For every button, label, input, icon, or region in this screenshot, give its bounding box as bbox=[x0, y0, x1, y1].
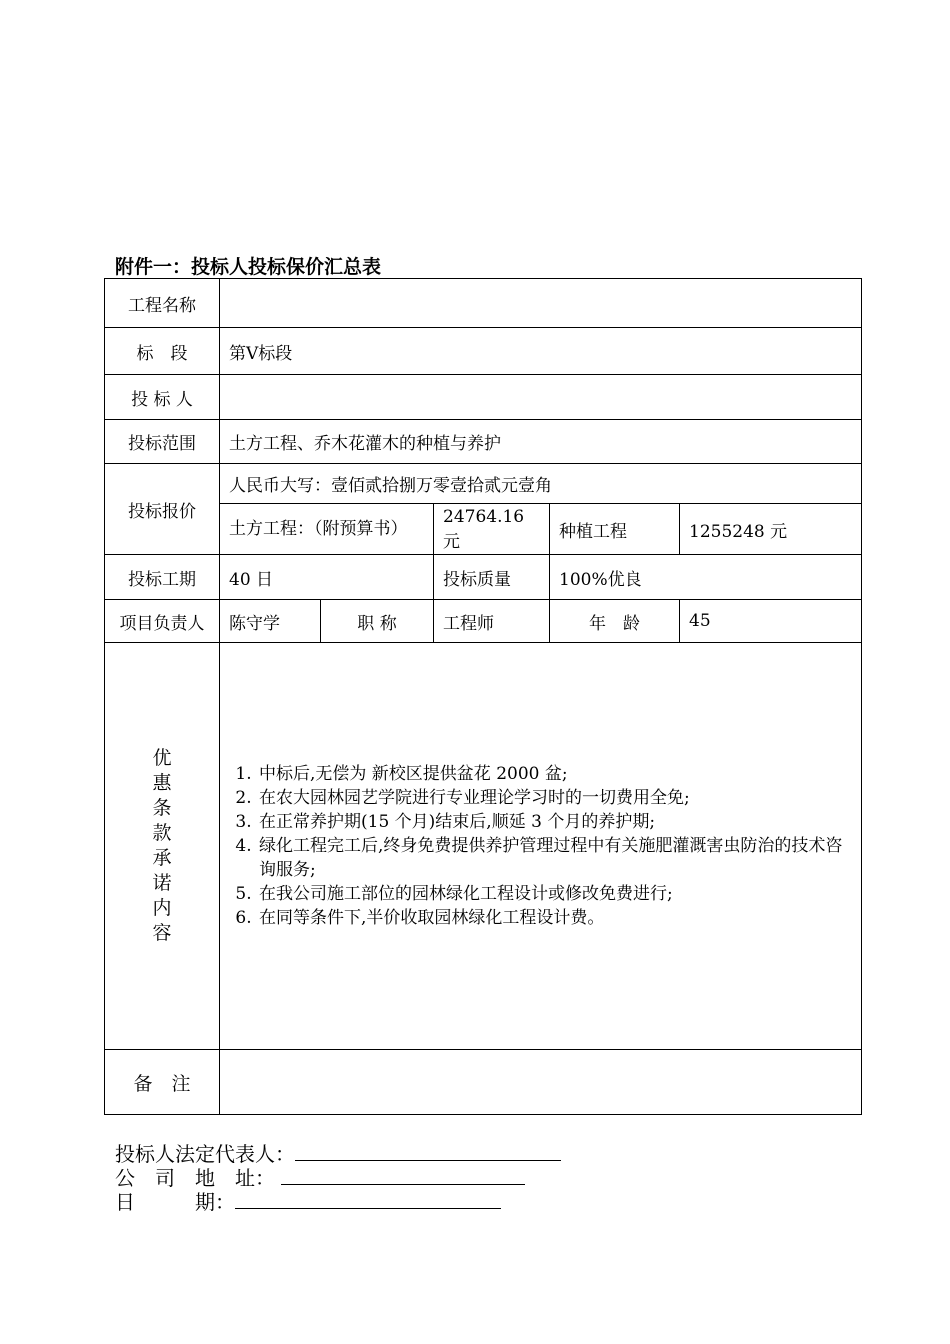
bid-summary-table bbox=[104, 278, 862, 1115]
date-line bbox=[115, 1190, 561, 1214]
terms-list-item: 3. 在正常养护期(15 个月)结束后,顺延 3 个月的养护期; bbox=[257, 810, 852, 834]
legal-rep-blank[interactable] bbox=[295, 1142, 561, 1161]
remarks-value bbox=[220, 1050, 862, 1115]
row-bidder bbox=[105, 375, 862, 420]
project-name-label: 工程名称 bbox=[105, 279, 220, 328]
price-label: 投标报价 bbox=[105, 464, 220, 555]
row-manager bbox=[105, 600, 862, 643]
bidder-label: 投 标 人 bbox=[105, 375, 220, 420]
duration-value: 40 日 bbox=[220, 555, 434, 600]
project-name-value bbox=[220, 279, 862, 328]
earthwork-label: 土方工程：（附预算书） bbox=[220, 504, 434, 555]
address-line bbox=[115, 1166, 561, 1190]
legal-rep-label: 投标人法定代表人： bbox=[115, 1142, 295, 1166]
signature-block bbox=[115, 1142, 561, 1214]
terms-label-char: 承 bbox=[152, 847, 172, 869]
row-scope bbox=[105, 420, 862, 464]
row-project-name bbox=[105, 279, 862, 328]
row-price-rmb bbox=[105, 464, 862, 504]
planting-label: 种植工程 bbox=[550, 504, 680, 555]
terms-label-char: 款 bbox=[152, 822, 172, 844]
legal-rep-line bbox=[115, 1142, 561, 1166]
row-terms bbox=[105, 643, 862, 1050]
scope-value: 土方工程、乔木花灌木的种植与养护 bbox=[220, 420, 862, 464]
row-section bbox=[105, 328, 862, 375]
row-remarks bbox=[105, 1050, 862, 1115]
age-value: 45 bbox=[680, 600, 862, 643]
section-label: 标 段 bbox=[105, 328, 220, 375]
address-label: 公 司 地 址： bbox=[115, 1166, 275, 1190]
terms-list-item: 2. 在农大园林园艺学院进行专业理论学习时的一切费用全免; bbox=[257, 786, 852, 810]
page-title: 附件一：投标人投标保价汇总表 bbox=[115, 256, 382, 278]
date-label: 日 期： bbox=[115, 1190, 235, 1214]
terms-list-item: 6. 在同等条件下,半价收取园林绿化工程设计费。 bbox=[257, 906, 852, 930]
terms-label-char: 优 bbox=[152, 747, 172, 769]
bidder-value bbox=[220, 375, 862, 420]
earthwork-value: 24764.16 元 bbox=[434, 504, 550, 555]
planting-value: 1255248 元 bbox=[680, 504, 862, 555]
price-rmb-text: 人民币大写：壹佰贰拾捌万零壹拾贰元壹角 bbox=[220, 464, 862, 504]
quality-value: 100%优良 bbox=[550, 555, 862, 600]
section-value: 第Ⅴ标段 bbox=[220, 328, 862, 375]
terms-content bbox=[220, 643, 862, 1050]
terms-list-item: 4. 绿化工程完工后,终身免费提供养护管理过程中有关施肥灌溉害虫防治的技术咨询服务; bbox=[257, 834, 852, 882]
terms-label-char: 诺 bbox=[152, 872, 172, 894]
job-title-label: 职 称 bbox=[321, 600, 434, 643]
terms-label bbox=[105, 643, 220, 1050]
terms-label-char: 容 bbox=[152, 922, 172, 944]
scope-label: 投标范围 bbox=[105, 420, 220, 464]
terms-label-char: 惠 bbox=[152, 772, 172, 794]
job-title-value: 工程师 bbox=[434, 600, 550, 643]
duration-label: 投标工期 bbox=[105, 555, 220, 600]
date-blank[interactable] bbox=[235, 1190, 501, 1209]
age-label: 年 龄 bbox=[550, 600, 680, 643]
address-blank[interactable] bbox=[281, 1166, 525, 1185]
remarks-label: 备 注 bbox=[105, 1050, 220, 1115]
terms-list-item: 1. 中标后,无偿为 新校区提供盆花 2000 盆; bbox=[257, 762, 852, 786]
terms-label-char: 条 bbox=[152, 797, 172, 819]
manager-label: 项目负责人 bbox=[105, 600, 220, 643]
row-duration bbox=[105, 555, 862, 600]
quality-label: 投标质量 bbox=[434, 555, 550, 600]
manager-value: 陈守学 bbox=[220, 600, 321, 643]
terms-list-item: 5. 在我公司施工部位的园林绿化工程设计或修改免费进行; bbox=[257, 882, 852, 906]
terms-list bbox=[229, 762, 852, 930]
terms-label-char: 内 bbox=[152, 897, 172, 919]
